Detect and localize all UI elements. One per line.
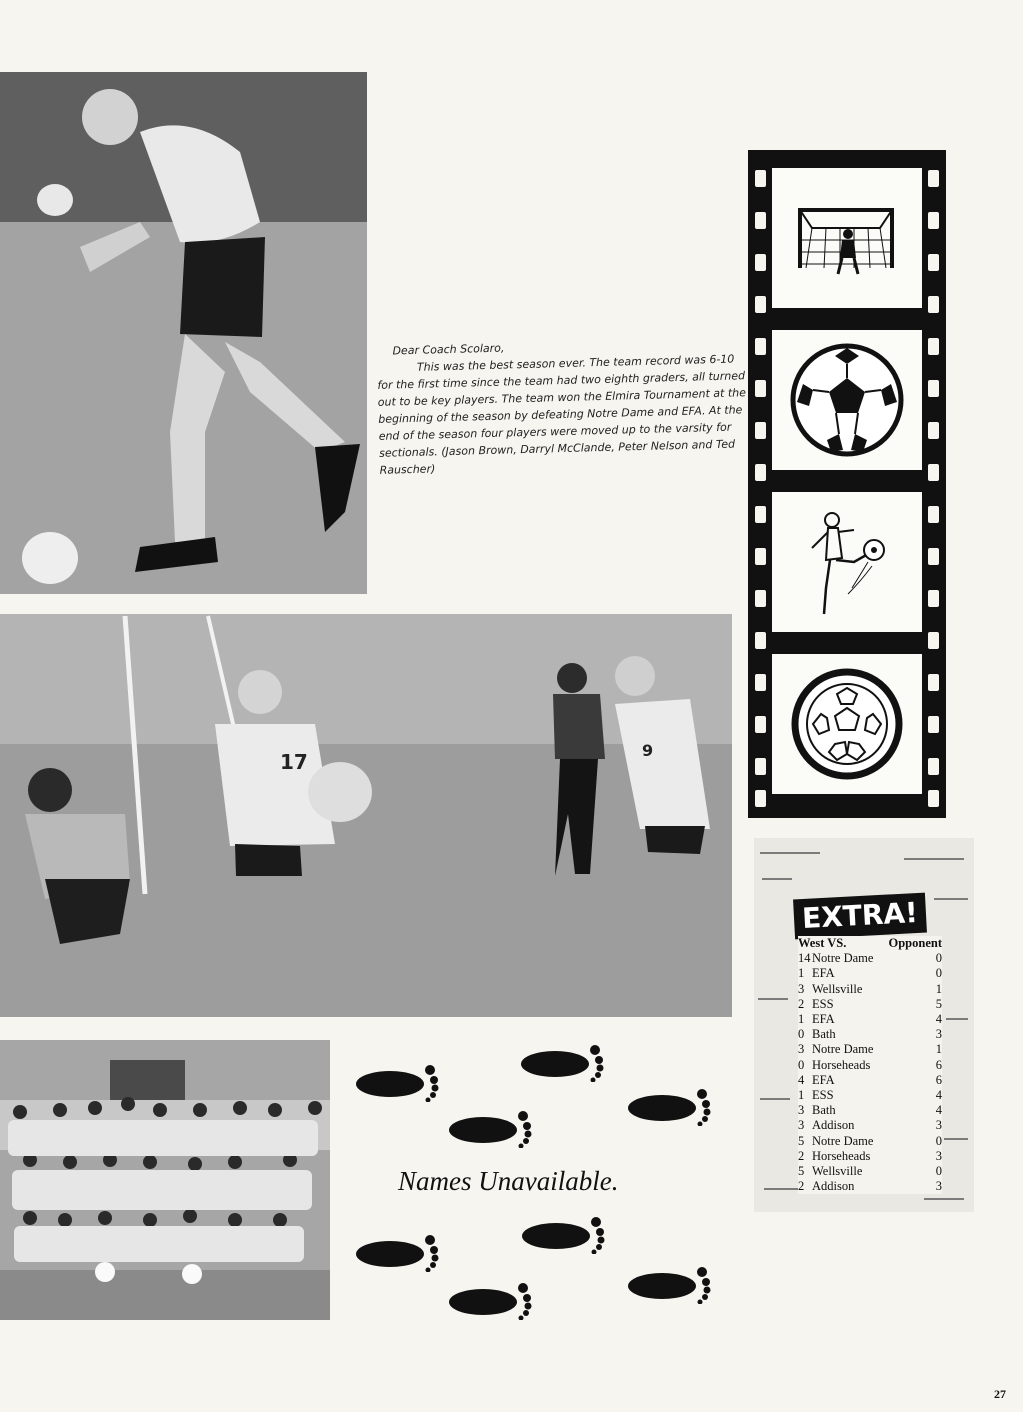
photo-game-action xyxy=(0,614,732,1017)
score-row xyxy=(798,1179,942,1194)
footprint-icon xyxy=(350,1058,446,1102)
opponent-score: 0 xyxy=(935,951,942,966)
footprint-icon xyxy=(622,1260,718,1304)
handwritten-letter xyxy=(376,333,749,479)
opponent-name: Addison xyxy=(812,1118,855,1133)
score-row xyxy=(798,1103,942,1118)
score-row xyxy=(798,1134,942,1149)
opponent-name: EFA xyxy=(812,1012,835,1027)
footprint-icon xyxy=(443,1276,539,1320)
score-row xyxy=(798,951,942,966)
west-score: 3 xyxy=(798,981,805,996)
opponent-score: 6 xyxy=(935,1057,942,1072)
west-score: 0 xyxy=(798,1027,805,1042)
opponent-score: 6 xyxy=(935,1072,942,1087)
west-score: 2 xyxy=(798,996,805,1011)
opponent-name: Addison xyxy=(812,1179,855,1194)
opponent-name: Bath xyxy=(812,1027,836,1042)
west-score: 1 xyxy=(798,1088,805,1103)
header-west: West VS. xyxy=(798,936,847,950)
opponent-score: 4 xyxy=(935,1012,942,1027)
opponent-score: 3 xyxy=(935,1118,942,1133)
west-score: 3 xyxy=(798,1118,805,1133)
soccer-ball-icon xyxy=(787,340,907,460)
score-row xyxy=(798,1073,942,1088)
west-score: 2 xyxy=(798,1148,805,1163)
opponent-name: Wellsville xyxy=(812,981,863,996)
score-row xyxy=(798,1118,942,1133)
footprint-icon xyxy=(350,1228,446,1272)
photo-team-group xyxy=(0,1040,330,1320)
opponent-score: 3 xyxy=(935,1027,942,1042)
west-score: 2 xyxy=(798,1179,805,1194)
score-row xyxy=(798,966,942,981)
footprint-icon xyxy=(516,1210,612,1254)
extra-banner: EXTRA! xyxy=(793,893,927,940)
west-score: 4 xyxy=(798,1072,805,1087)
kicking-player-icon xyxy=(802,502,892,622)
goal-icon xyxy=(792,198,902,278)
letter-greeting: Dear Coach Scolaro, xyxy=(392,341,505,358)
names-unavailable-caption: Names Unavailable. xyxy=(398,1166,619,1196)
opponent-score: 0 xyxy=(935,1133,942,1148)
score-row xyxy=(798,1164,942,1179)
opponent-name: Notre Dame xyxy=(812,951,874,966)
west-score: 14 xyxy=(798,951,811,966)
footprint-icon xyxy=(515,1038,611,1082)
west-score: 0 xyxy=(798,1057,805,1072)
score-row xyxy=(798,982,942,997)
west-score: 5 xyxy=(798,1164,805,1179)
opponent-name: ESS xyxy=(812,996,834,1011)
opponent-name: Bath xyxy=(812,1103,836,1118)
opponent-name: EFA xyxy=(812,966,835,981)
score-table-header xyxy=(798,936,942,951)
west-score: 3 xyxy=(798,1042,805,1057)
opponent-name: Horseheads xyxy=(812,1057,871,1072)
opponent-score: 0 xyxy=(935,1164,942,1179)
opponent-score: 4 xyxy=(935,1088,942,1103)
header-opponent: Opponent xyxy=(888,936,942,950)
score-row xyxy=(798,997,942,1012)
opponent-name: EFA xyxy=(812,1072,835,1087)
photo-player-dribbling xyxy=(0,72,367,594)
west-score: 3 xyxy=(798,1103,805,1118)
page-number: 27 xyxy=(994,1387,1006,1401)
opponent-score: 4 xyxy=(935,1103,942,1118)
extra-scoreboard xyxy=(754,838,974,1212)
score-row xyxy=(798,1012,942,1027)
footprint-icon xyxy=(622,1082,718,1126)
score-row xyxy=(798,1027,942,1042)
opponent-score: 5 xyxy=(935,996,942,1011)
opponent-name: Horseheads xyxy=(812,1148,871,1163)
letter-body: This was the best season ever. The team record was 6-10 for the first time since the team had two eighth graders, all turned out to be key players. The team won the Elmira Tournament at the beginning of the season by defeating Notre Dame and EFA. At the end of the season four players were moved up to the varsity for sectionals. (Jason Brown, Darryl McClande, Peter Nelson and Ted Rauscher) xyxy=(377,352,747,477)
score-row xyxy=(798,1058,942,1073)
opponent-name: ESS xyxy=(812,1088,834,1103)
footprint-icon xyxy=(443,1104,539,1148)
west-score: 1 xyxy=(798,1012,805,1027)
opponent-score: 3 xyxy=(935,1148,942,1163)
score-row xyxy=(798,1149,942,1164)
opponent-name: Wellsville xyxy=(812,1164,863,1179)
west-score: 5 xyxy=(798,1133,805,1148)
score-row xyxy=(798,1042,942,1057)
score-table xyxy=(798,936,942,1194)
opponent-score: 1 xyxy=(935,981,942,996)
jersey-number-17: 17 xyxy=(280,750,308,774)
opponent-name: Notre Dame xyxy=(812,1042,874,1057)
opponent-name: Notre Dame xyxy=(812,1133,874,1148)
film-strip xyxy=(748,150,946,818)
opponent-score: 3 xyxy=(935,1179,942,1194)
soccer-ball-outline-icon xyxy=(787,664,907,784)
opponent-score: 1 xyxy=(935,1042,942,1057)
west-score: 1 xyxy=(798,966,805,981)
opponent-score: 0 xyxy=(935,966,942,981)
jersey-number-9: 9 xyxy=(642,741,654,760)
score-row xyxy=(798,1088,942,1103)
